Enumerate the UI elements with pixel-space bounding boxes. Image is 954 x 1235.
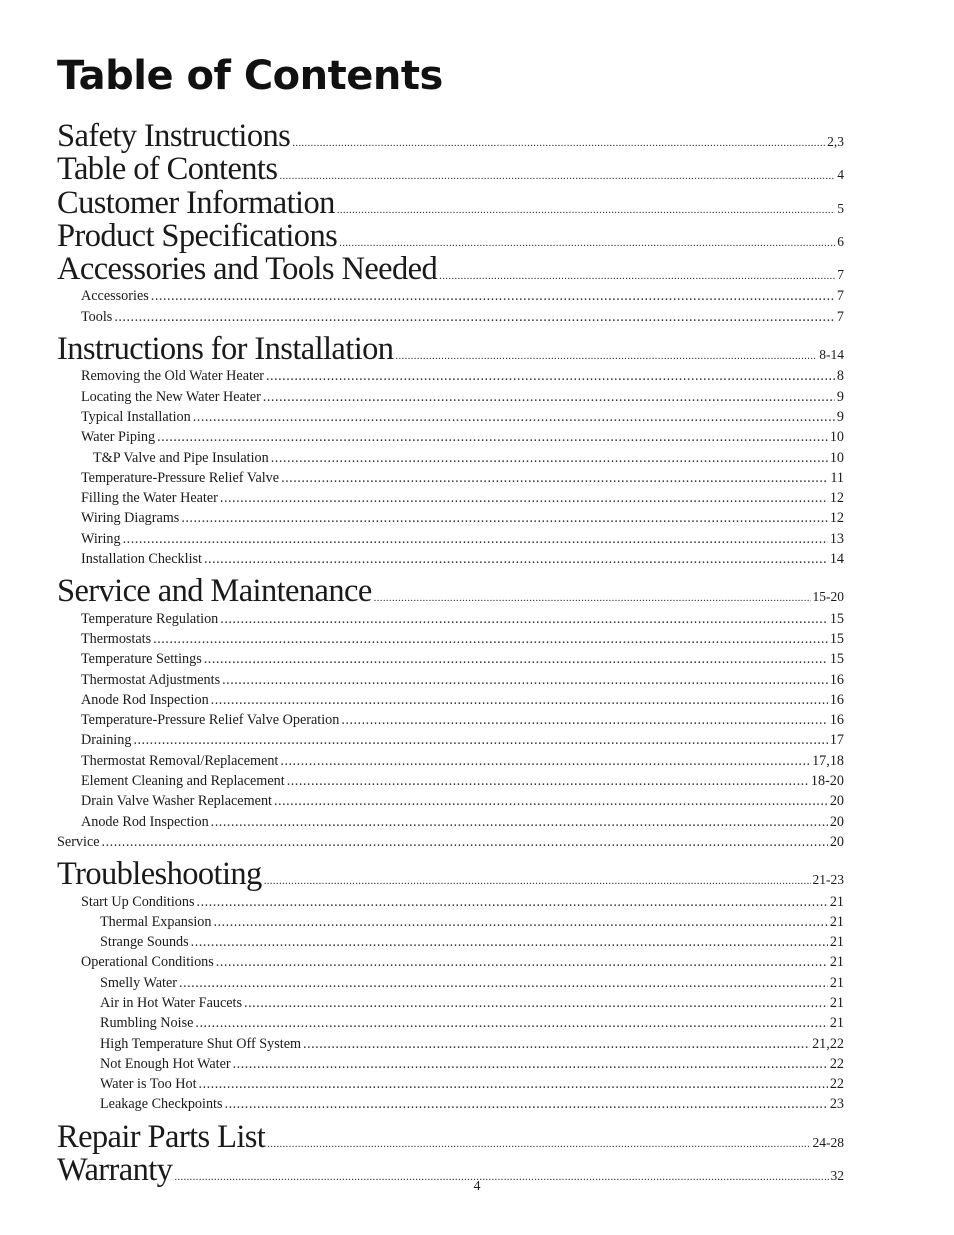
- dot-leader: [211, 690, 828, 710]
- toc-subentry[interactable]: [57, 1034, 844, 1054]
- toc-entry-page: 21: [829, 893, 844, 910]
- page-number: 4: [473, 1179, 481, 1194]
- dot-leader: [220, 488, 828, 508]
- toc-entry-page: 16: [829, 691, 844, 708]
- table-of-contents: [57, 120, 844, 1187]
- toc-subentry[interactable]: [57, 670, 844, 690]
- toc-subentry[interactable]: [57, 508, 844, 528]
- toc-entry-title: Leakage Checkpoints: [100, 1096, 223, 1113]
- toc-entry-page: 8: [836, 368, 844, 385]
- dot-leader: [199, 1074, 828, 1094]
- toc-entry-title: Thermal Expansion: [100, 913, 212, 930]
- toc-entry-page: 8-14: [819, 347, 844, 363]
- toc-subentry[interactable]: [57, 690, 844, 710]
- toc-entry-title: Draining: [81, 732, 132, 749]
- dot-leader: [292, 127, 825, 160]
- toc-entry-page: 17: [829, 732, 844, 749]
- toc-entry-page: 7: [836, 308, 844, 325]
- toc-entry-title: Temperature-Pressure Relief Valve Operation: [81, 712, 340, 729]
- dot-leader: [287, 771, 809, 791]
- toc-entry-page: 9: [836, 388, 844, 405]
- toc-entry-page: 16: [829, 671, 844, 688]
- toc-subentry[interactable]: [57, 1013, 844, 1033]
- toc-entry-title: Warranty: [57, 1152, 173, 1189]
- dot-leader: [263, 387, 835, 407]
- toc-entry-page: 23: [829, 1096, 844, 1113]
- dot-leader: [225, 1094, 828, 1114]
- toc-subentry[interactable]: [57, 791, 844, 811]
- toc-subentry[interactable]: [57, 751, 844, 771]
- toc-subentry[interactable]: [57, 488, 844, 508]
- toc-entry-title: Operational Conditions: [81, 954, 214, 971]
- toc-entry-title: Thermostat Removal/Replacement: [81, 752, 279, 769]
- dot-leader: [211, 812, 828, 832]
- toc-subentry[interactable]: [57, 1094, 844, 1114]
- toc-entry-title: Temperature Settings: [81, 651, 202, 668]
- toc-entry-page: 21: [829, 913, 844, 930]
- dot-leader: [114, 307, 835, 327]
- toc-entry-page: 21: [829, 934, 844, 951]
- toc-entry-page: 13: [829, 530, 844, 547]
- toc-entry-title: Drain Valve Washer Replacement: [81, 793, 272, 810]
- toc-subentry[interactable]: [57, 912, 844, 932]
- dot-leader: [220, 609, 828, 629]
- toc-subentry[interactable]: [57, 973, 844, 993]
- toc-entry-title: Anode Rod Inspection: [81, 691, 209, 708]
- toc-entry-page: 21: [829, 974, 844, 991]
- dot-leader: [133, 730, 827, 750]
- toc-subentry[interactable]: [57, 448, 844, 468]
- dot-leader: [244, 993, 828, 1013]
- toc-entry-title: Wiring: [81, 530, 121, 547]
- toc-entry-title: High Temperature Shut Off System: [100, 1035, 302, 1052]
- toc-subentry[interactable]: [57, 1054, 844, 1074]
- toc-entry-title: Safety Instructions: [57, 118, 291, 154]
- dot-leader: [303, 1034, 810, 1054]
- toc-section-entry[interactable]: [57, 858, 844, 891]
- toc-entry-title: Service and Maintenance: [57, 573, 372, 610]
- toc-subentry[interactable]: [57, 286, 844, 306]
- toc-entry-title: Removing the Old Water Heater: [81, 368, 264, 385]
- toc-entry-title: Wiring Diagrams: [81, 510, 180, 527]
- toc-entry-title: Filling the Water Heater: [81, 490, 218, 507]
- toc-section-entry[interactable]: [57, 333, 844, 366]
- toc-entry-page: 20: [829, 833, 844, 850]
- dot-leader: [281, 468, 828, 488]
- toc-section-entry[interactable]: [57, 1118, 844, 1155]
- toc-entry-page: 21: [829, 994, 844, 1011]
- toc-subentry[interactable]: [57, 771, 844, 791]
- toc-section-entry[interactable]: [57, 575, 844, 608]
- toc-entry-title: T&P Valve and Pipe Insulation: [93, 449, 269, 466]
- toc-entry-title: Water is Too Hot: [100, 1076, 197, 1093]
- toc-subentry[interactable]: [57, 812, 844, 832]
- toc-entry-title: Customer Information: [57, 184, 335, 221]
- toc-entry-title: Temperature-Pressure Relief Valve: [81, 469, 280, 486]
- dot-leader: [179, 973, 828, 993]
- dot-leader: [216, 952, 828, 972]
- toc-entry-title: Product Specifications: [57, 217, 338, 254]
- toc-entry-title: Accessories and Tools Needed: [57, 251, 438, 288]
- dot-leader: [204, 549, 828, 569]
- toc-entry-title: Service: [57, 833, 100, 850]
- toc-entry-title: Thermostats: [81, 630, 152, 647]
- toc-subentry[interactable]: [57, 932, 844, 952]
- toc-entry-title: Anode Rod Inspection: [81, 813, 209, 830]
- toc-entry-page: 11: [830, 469, 844, 486]
- toc-entry-page: 4: [837, 167, 844, 183]
- toc-entry-page: 15-20: [812, 589, 844, 605]
- toc-entry-title: Element Cleaning and Replacement: [81, 773, 285, 790]
- toc-entry-title: Accessories: [81, 288, 149, 305]
- toc-entry-page: 12: [829, 510, 844, 527]
- toc-entry-title: Start Up Conditions: [81, 893, 195, 910]
- toc-subentry[interactable]: [57, 609, 844, 629]
- toc-subentry[interactable]: [57, 366, 844, 386]
- toc-subentry[interactable]: [57, 407, 844, 427]
- toc-entry-page: 21: [829, 954, 844, 971]
- toc-entry-title: Strange Sounds: [100, 934, 189, 951]
- toc-subentry[interactable]: [57, 427, 844, 447]
- toc-entry-page: 14: [829, 551, 844, 568]
- toc-entry-page: 15: [829, 610, 844, 627]
- toc-entry-page: 10: [829, 429, 844, 446]
- toc-entry-page: 16: [829, 712, 844, 729]
- toc-subentry[interactable]: [57, 993, 844, 1013]
- toc-entry-title: Smelly Water: [100, 974, 178, 991]
- toc-subentry[interactable]: [57, 307, 844, 327]
- toc-entry-title: Thermostat Adjustments: [81, 671, 221, 688]
- dot-leader: [222, 670, 828, 690]
- dot-leader: [181, 508, 827, 528]
- toc-entry-title: Installation Checklist: [81, 551, 202, 568]
- toc-entry-title: Locating the New Water Heater: [81, 388, 261, 405]
- dot-leader: [214, 912, 828, 932]
- toc-subentry[interactable]: [57, 629, 844, 649]
- dot-leader: [337, 194, 836, 227]
- toc-entry-page: 20: [829, 813, 844, 830]
- toc-entry-page: 2,3: [827, 134, 844, 149]
- toc-subentry[interactable]: [57, 549, 844, 569]
- toc-entry-page: 21,22: [812, 1035, 844, 1052]
- toc-entry-page: 18-20: [810, 773, 844, 790]
- toc-entry-title: Instructions for Installation: [57, 331, 394, 368]
- toc-entry-title: Typical Installation: [81, 408, 191, 425]
- toc-entry-title: Temperature Regulation: [81, 610, 219, 627]
- toc-entry-page: 7: [836, 288, 844, 305]
- dot-leader: [193, 407, 835, 427]
- dot-leader: [204, 649, 828, 669]
- toc-entry-page: 21: [829, 1015, 844, 1032]
- toc-subentry[interactable]: [57, 529, 844, 549]
- toc-entry-page: 5: [837, 200, 844, 216]
- dot-leader: [123, 529, 828, 549]
- toc-entry-page: 22: [829, 1076, 844, 1093]
- toc-subentry[interactable]: [57, 468, 844, 488]
- toc-subentry[interactable]: [57, 892, 844, 912]
- toc-entry-title: Tools: [81, 308, 113, 325]
- dot-leader: [157, 427, 828, 447]
- toc-entry-page: 7: [837, 267, 844, 283]
- dot-leader: [151, 286, 835, 306]
- dot-leader: [271, 448, 828, 468]
- dot-leader: [102, 832, 828, 852]
- toc-entry-page: 32: [830, 1168, 844, 1184]
- dot-leader: [274, 791, 828, 811]
- toc-entry-title: Table of Contents: [57, 151, 278, 188]
- dot-leader: [279, 160, 835, 193]
- toc-entry-page: 17,18: [812, 752, 844, 769]
- toc-entry-page: 9: [836, 408, 844, 425]
- toc-subentry[interactable]: [57, 730, 844, 750]
- toc-subentry[interactable]: [57, 832, 844, 852]
- dot-leader: [280, 751, 810, 771]
- toc-entry-title: Rumbling Noise: [100, 1015, 194, 1032]
- toc-entry-title: Water Piping: [81, 429, 156, 446]
- dot-leader: [197, 892, 828, 912]
- toc-subentry[interactable]: [57, 387, 844, 407]
- page-title: Table of Contents: [57, 53, 443, 99]
- toc-entry-page: 6: [837, 233, 844, 249]
- toc-entry-page: 24-28: [812, 1134, 844, 1150]
- dot-leader: [153, 629, 828, 649]
- toc-section-entry[interactable]: [57, 120, 844, 153]
- toc-entry-title: Not Enough Hot Water: [100, 1055, 231, 1072]
- toc-entry-page: 15: [829, 651, 844, 668]
- toc-entry-title: Air in Hot Water Faucets: [100, 994, 243, 1011]
- toc-subentry[interactable]: [57, 952, 844, 972]
- toc-entry-page: 15: [829, 630, 844, 647]
- toc-entry-page: 22: [829, 1055, 844, 1072]
- dot-leader: [267, 1128, 810, 1161]
- toc-subentry[interactable]: [57, 710, 844, 730]
- dot-leader: [195, 1013, 827, 1033]
- toc-subentry[interactable]: [57, 649, 844, 669]
- dot-leader: [341, 710, 827, 730]
- toc-subentry[interactable]: [57, 1074, 844, 1094]
- dot-leader: [191, 932, 828, 952]
- toc-entry-page: 21-23: [812, 872, 844, 888]
- toc-entry-page: 10: [829, 449, 844, 466]
- toc-entry-page: 12: [829, 490, 844, 507]
- toc-entry-page: 20: [829, 793, 844, 810]
- toc-entry-title: Repair Parts List: [57, 1118, 266, 1155]
- toc-entry-title: Troubleshooting: [57, 856, 262, 893]
- dot-leader: [266, 366, 835, 386]
- dot-leader: [233, 1054, 828, 1074]
